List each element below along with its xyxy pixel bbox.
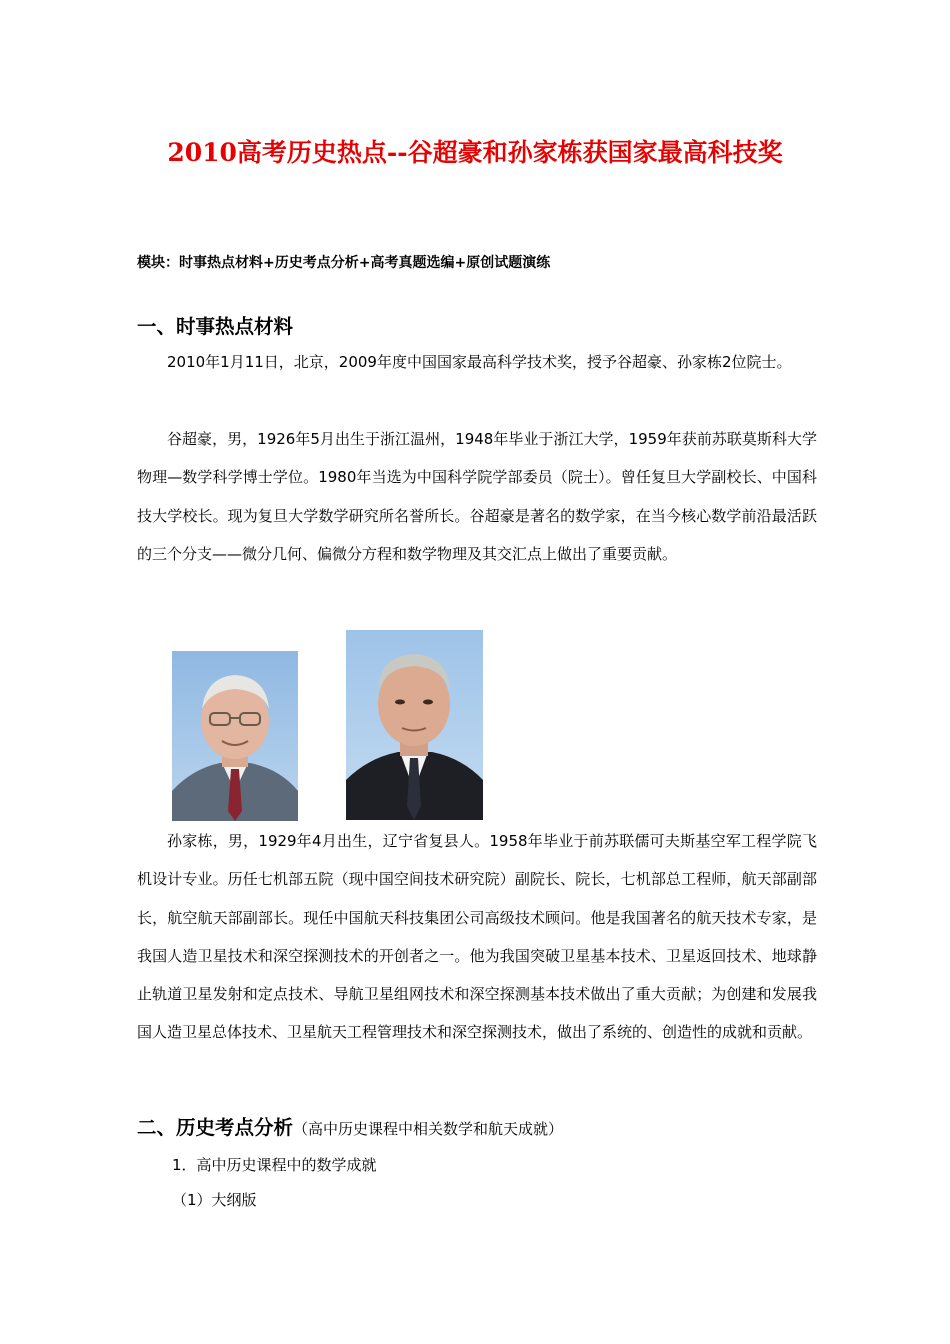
document-title: 2010高考历史热点--谷超豪和孙家栋获国家最高科技奖 bbox=[167, 138, 783, 167]
section1-para3: 孙家栋，男，1929年4月出生，辽宁省复县人。1958年毕业于前苏联儒可夫斯基空军工程学院飞机设计专业。历任七机部五院（现中国空间技术研究院）副院长、院长，七机部总工程师，航天部副部长，航空航天部副部长。现任中国航天科技集团公司高级技术顾问。他是我国著名的航天技术专家，是我国人造卫星技术和深空探测技术的开创者之一。他为我国突破卫星基本技术、卫星返回技术、地球静止轨道卫星发射和定点技术、导航卫星组网技术和深空探测基本技术做出了重大贡献；为创建和发展我国人造卫星总体技术、卫星航天工程管理技术和深空探测技术，做出了系统的、创造性的成就和贡献。 bbox=[137, 832, 817, 1042]
list-item-2: （1）大纲版 bbox=[172, 1191, 257, 1209]
section2-subheading: （高中历史课程中相关数学和航天成就） bbox=[293, 1120, 564, 1138]
portrait-photo-gu-chaohao bbox=[172, 651, 298, 821]
portrait-photo-sun-jiadong bbox=[346, 630, 483, 820]
module-line: 模块：时事热点材料+历史考点分析+高考真题选编+原创试题演练 bbox=[137, 255, 551, 271]
list-item-1: 1．高中历史课程中的数学成就 bbox=[172, 1156, 377, 1174]
section2-heading-text: 二、历史考点分析 bbox=[137, 1116, 294, 1139]
section1-para1: 2010年1月11日，北京，2009年度中国国家最高科学技术奖，授予谷超豪、孙家栋2位院士。 bbox=[167, 353, 792, 371]
section1-para2: 谷超豪，男，1926年5月出生于浙江温州，1948年毕业于浙江大学，1959年获前苏联莫斯科大学物理—数学科学博士学位。1980年当选为中国科学院学部委员（院士）。曾任复旦大学副校长、中国科技大学校长。现为复旦大学数学研究所名誉所长。谷超豪是著名的数学家，在当今核心数学前沿最活跃的三个分支——微分几何、偏微分方程和数学物理及其交汇点上做出了重要贡献。 bbox=[137, 430, 817, 563]
section2-heading bbox=[137, 1112, 563, 1140]
section1-heading: 一、时事热点材料 bbox=[137, 315, 294, 338]
